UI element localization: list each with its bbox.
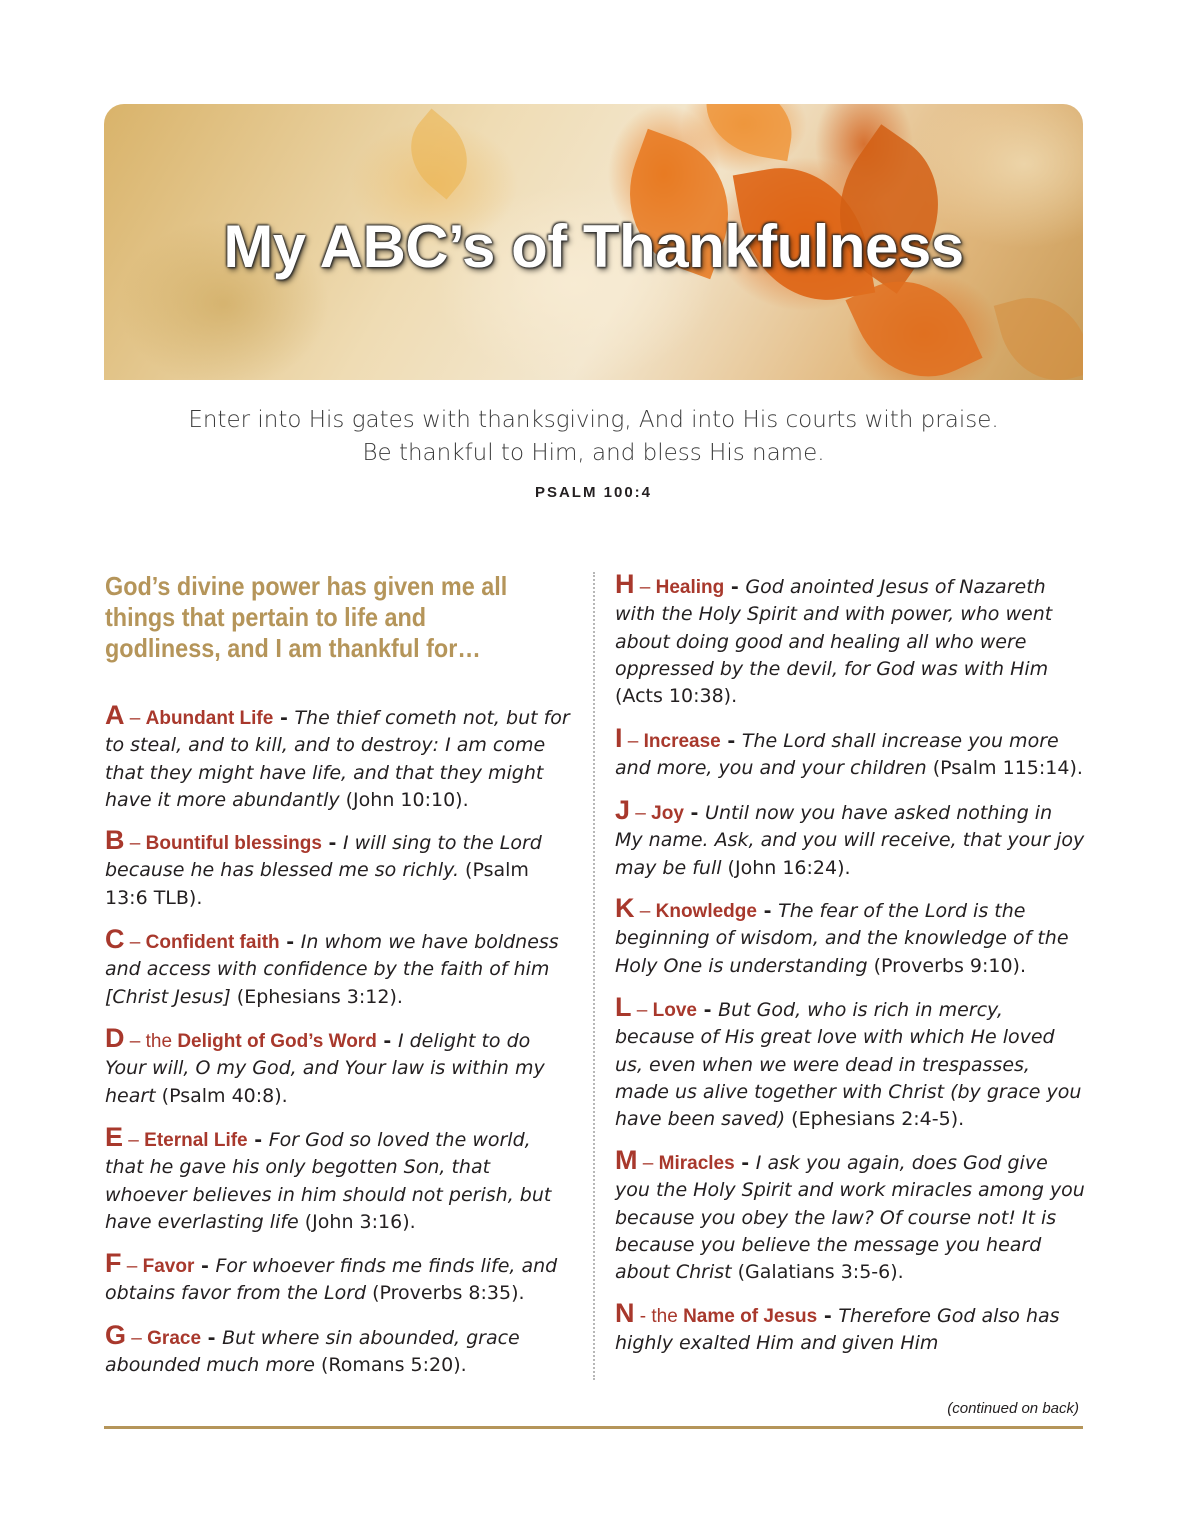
abc-entry-a xyxy=(105,702,570,814)
abc-entry-h xyxy=(615,571,1085,710)
entry-prefix: – xyxy=(631,1000,653,1021)
entry-letter: H xyxy=(615,569,635,599)
entry-heading: Favor xyxy=(142,1256,195,1277)
entry-letter: E xyxy=(105,1122,124,1152)
entry-letter: L xyxy=(615,992,632,1022)
entry-separator: - xyxy=(201,1327,223,1349)
abc-entry-n xyxy=(615,1300,1085,1358)
entry-separator: - xyxy=(756,900,779,922)
entry-reference: (Acts 10:38). xyxy=(615,685,738,708)
entry-letter: F xyxy=(105,1248,122,1278)
entry-separator: - xyxy=(247,1129,269,1151)
entry-prefix: – xyxy=(124,833,146,854)
abc-entry-d xyxy=(105,1025,570,1110)
entry-reference: (Ephesians 2:4-5). xyxy=(785,1108,965,1131)
entry-separator: - xyxy=(321,832,344,854)
abc-entry-m xyxy=(615,1147,1085,1286)
footer-rule xyxy=(104,1426,1083,1429)
entry-separator: - xyxy=(194,1255,216,1277)
entry-separator: - xyxy=(734,1152,756,1174)
entry-separator: - xyxy=(273,707,295,729)
intro-heading: God’s divine power has given me all things that pertain to life and godliness, and I am thankful for… xyxy=(105,571,508,663)
entry-letter: A xyxy=(105,700,125,730)
page-title: My ABC’s of Thankfulness xyxy=(223,213,964,280)
abc-entry-b xyxy=(105,827,570,912)
leaf-decoration xyxy=(699,104,800,161)
entry-reference: (Proverbs 9:10). xyxy=(867,954,1027,977)
entry-quote: The Lord shall increase you more and more, you and your children xyxy=(615,730,1059,780)
entry-heading: Joy xyxy=(651,803,684,824)
entry-prefix: – xyxy=(622,731,644,752)
entry-prefix: – xyxy=(634,901,656,922)
entry-prefix: – xyxy=(123,1130,145,1151)
verse-line-1: Enter into His gates with thanksgiving, And into His courts with praise. xyxy=(188,407,999,433)
verse-reference: PSALM 100:4 xyxy=(534,484,653,501)
entry-reference: (Psalm 40:8). xyxy=(155,1084,288,1107)
abc-entry-g xyxy=(105,1322,570,1380)
entry-heading: Knowledge xyxy=(655,901,757,922)
entry-reference: (Ephesians 3:12). xyxy=(230,985,403,1008)
entry-prefix: – the xyxy=(124,1031,178,1052)
entry-separator: - xyxy=(724,576,746,598)
entry-separator: - xyxy=(817,1305,839,1327)
entry-letter: C xyxy=(105,924,125,954)
entry-letter: K xyxy=(615,893,635,923)
abc-entry-i xyxy=(615,725,1085,783)
entry-letter: D xyxy=(105,1023,125,1053)
entry-reference: (Romans 5:20). xyxy=(314,1354,467,1377)
entry-separator: - xyxy=(720,730,742,752)
verse-line-2: Be thankful to Him, and bless His name. xyxy=(362,440,825,466)
entry-quote: The thief cometh not, but for to steal, and to kill, and to destroy: I am come that they might have life, and that they might have it more abundantly xyxy=(105,707,570,811)
column-divider xyxy=(593,572,595,1380)
entry-prefix: – xyxy=(126,1328,148,1349)
abc-entry-c xyxy=(105,926,570,1011)
entry-quote: For God so loved the world, that he gave his only begotten Son, that whoever believes in him should not perish, but have everlasting life xyxy=(105,1129,552,1233)
entry-heading: Eternal Life xyxy=(144,1130,248,1151)
entry-heading: Confident faith xyxy=(145,932,280,953)
entry-prefix: – xyxy=(124,708,146,729)
abc-entry-e xyxy=(105,1124,570,1236)
abc-entry-k xyxy=(615,895,1085,980)
entry-heading: Bountiful blessings xyxy=(145,833,322,854)
entry-quote: Until now you have asked nothing in My name. Ask, and you will receive, that your joy may be full xyxy=(615,802,1085,879)
entry-quote: I delight to do Your will, O my God, and Your law is within my heart xyxy=(105,1030,545,1107)
entry-quote: The fear of the Lord is the beginning of wisdom, and the knowledge of the Holy One is understanding xyxy=(615,900,1069,977)
entry-letter: N xyxy=(615,1298,635,1328)
header-banner xyxy=(104,104,1083,380)
entry-reference: (John 10:10). xyxy=(339,788,469,811)
entry-prefix: - the xyxy=(634,1306,684,1327)
entry-heading: Name of Jesus xyxy=(683,1306,818,1327)
entry-quote: I will sing to the Lord because he has blessed me so richly. xyxy=(105,832,542,882)
abc-entry-f xyxy=(105,1250,570,1308)
entry-heading: Delight of God’s Word xyxy=(177,1031,377,1052)
entry-letter: B xyxy=(105,825,125,855)
entry-quote: I ask you again, does God give you the Holy Spirit and work miracles among you because you obey the law? Of course not! It is because you believe the message you heard about Christ xyxy=(615,1152,1085,1284)
entry-quote: But where sin abounded, grace abounded much more xyxy=(105,1327,520,1377)
entry-letter: I xyxy=(615,723,623,753)
abc-entry-j xyxy=(615,797,1085,882)
entry-prefix: – xyxy=(124,932,146,953)
entry-letter: M xyxy=(615,1145,638,1175)
entry-quote: God anointed Jesus of Nazareth with the Holy Spirit and with power, who went about doing good and healing all who were oppressed by the devil, for God was with Him xyxy=(615,576,1053,680)
abc-entry-l xyxy=(615,994,1085,1133)
entry-heading: Increase xyxy=(643,731,721,752)
entry-heading: Healing xyxy=(655,577,725,598)
entry-prefix: – xyxy=(630,803,652,824)
entry-reference: (John 3:16). xyxy=(298,1210,416,1233)
entry-prefix: – xyxy=(637,1153,659,1174)
entry-letter: G xyxy=(105,1320,127,1350)
entry-heading: Miracles xyxy=(658,1153,735,1174)
entry-prefix: – xyxy=(634,577,656,598)
entry-prefix: – xyxy=(121,1256,143,1277)
entry-reference: (Psalm 13:6 TLB). xyxy=(105,859,529,909)
leaf-decoration xyxy=(994,285,1083,380)
entry-separator: - xyxy=(696,999,719,1021)
entry-reference: (Proverbs 8:35). xyxy=(366,1282,525,1305)
entry-separator: - xyxy=(683,802,706,824)
entry-heading: Love xyxy=(652,1000,697,1021)
leaf-decoration xyxy=(393,109,485,200)
entry-letter: J xyxy=(615,795,631,825)
entry-reference: (Psalm 115:14). xyxy=(926,757,1083,780)
entry-separator: - xyxy=(279,931,301,953)
entry-heading: Abundant Life xyxy=(145,708,274,729)
entry-quote: In whom we have boldness and access with confidence by the faith of him [Christ Jesus] xyxy=(105,931,559,1008)
entry-quote: But God, who is rich in mercy, because of His great love with which He loved us, even when we were dead in trespasses, made us alive together with Christ (by grace you have been saved) xyxy=(615,999,1082,1131)
entry-heading: Grace xyxy=(147,1328,202,1349)
continued-note: (continued on back) xyxy=(947,1400,1079,1417)
entry-reference: (Galatians 3:5-6). xyxy=(731,1261,904,1284)
entry-reference: (John 16:24). xyxy=(721,856,851,879)
entry-quote: For whoever finds me finds life, and obtains favor from the Lord xyxy=(105,1255,558,1305)
entry-quote: Therefore God also has highly exalted Him and given Him xyxy=(615,1305,1060,1355)
entry-separator: - xyxy=(376,1030,398,1052)
